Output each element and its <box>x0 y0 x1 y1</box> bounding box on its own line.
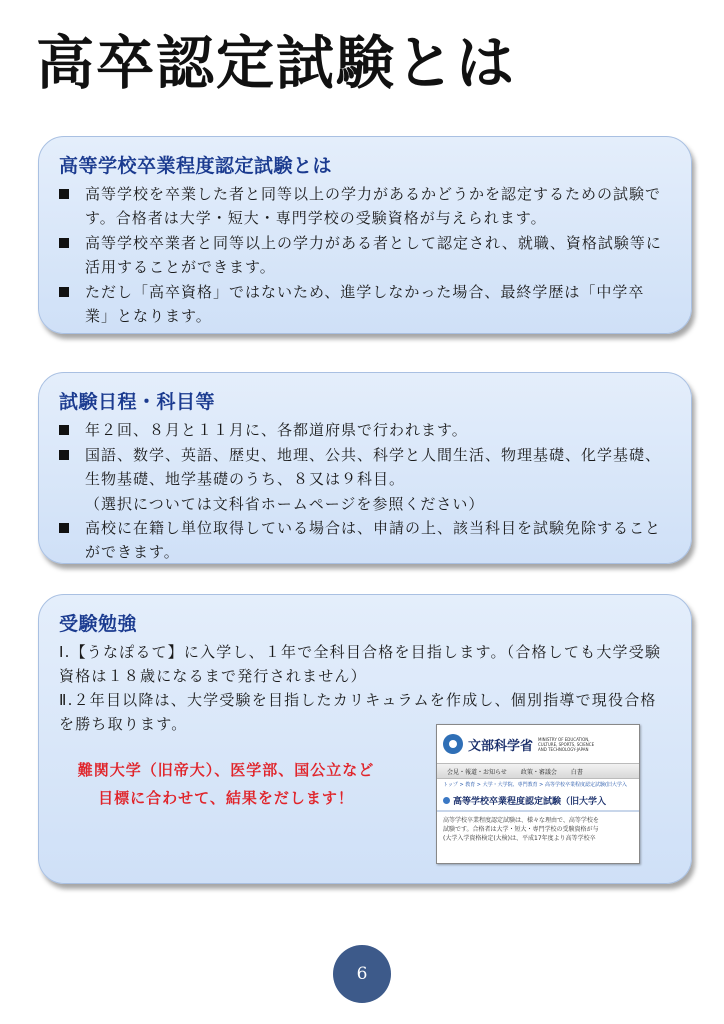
list-item <box>59 280 667 328</box>
square-bullet-icon <box>59 189 69 199</box>
title-bullet-icon <box>443 797 450 804</box>
square-bullet-icon <box>59 287 69 297</box>
section-heading: 試験日程・科目等 <box>59 391 216 413</box>
thumbnail-title-text: 高等学校卒業程度認定試験（旧大学入 <box>453 797 607 807</box>
list-item <box>59 443 667 491</box>
thumbnail-body <box>437 812 639 847</box>
step-two-text: Ⅱ.２年目以降は、大学受験を目指したカリキュラムを作成し、個別指導で現役合格を勝ち取ります。 <box>59 691 657 733</box>
list-item-text: 高等学校卒業者と同等以上の学力がある者として認定され、就職、資格試験等に活用することができます。 <box>85 234 662 276</box>
bullet-list <box>59 418 667 491</box>
list-item-text: 国語、数学、英語、歴史、地理、公共、科学と人間生活、物理基礎、化学基礎、生物基礎、地学基礎のうち、８又は９科目。 <box>85 446 662 488</box>
body-line: 試験です。合格者は大学・短大・専門学校の受験資格が与 <box>443 826 599 833</box>
bullet-list <box>59 182 667 328</box>
note-text: （選択については文科省ホームページを参照ください） <box>85 495 485 513</box>
list-item <box>59 182 667 230</box>
list-item <box>59 231 667 279</box>
section-card-schedule <box>38 372 692 564</box>
section-heading: 高等学校卒業程度認定試験とは <box>59 155 333 177</box>
page-number-badge: 6 <box>333 945 391 1003</box>
step-one-text: Ⅰ.【うなぽるて】に入学し、１年で全科目合格を目指します。（合格しても大学受験資格は１８歳になるまで発行されません） <box>59 643 662 685</box>
list-item-text: 高等学校を卒業した者と同等以上の学力があるかどうかを認定するための試験です。合格者は大学・短大・専門学校の受験資格が与えられます。 <box>85 185 662 227</box>
list-item-text: 年２回、８月と１１月に、各都道府県で行われます。 <box>85 421 468 439</box>
square-bullet-icon <box>59 425 69 435</box>
square-bullet-icon <box>59 450 69 460</box>
square-bullet-icon <box>59 523 69 533</box>
ministry-name-english: MINISTRY OF EDUCATION, CULTURE, SPORTS, SCIENCE AND TECHNOLOGY-JAPAN <box>538 736 595 752</box>
ministry-name: 文部科学省 <box>468 738 534 754</box>
highlight-message <box>56 756 396 812</box>
thumbnail-title <box>437 790 639 812</box>
list-item <box>59 418 667 442</box>
body-line: 高等学校卒業程度認定試験は、様々な理由で、高等学校を <box>443 817 599 824</box>
list-item-text: 高校に在籍し単位取得している場合は、申請の上、該当科目を試験免除することができます。 <box>85 519 662 561</box>
list-item-text: ただし「高卒資格」ではないため、進学しなかった場合、最終学歴は「中学卒業」となります。 <box>85 283 645 325</box>
nav-item: 白書 <box>570 768 583 776</box>
nav-item: 政策・審議会 <box>520 768 557 776</box>
page-title: 高卒認定試験とは <box>36 29 517 97</box>
nav-item: 会見・報道・お知らせ <box>447 768 507 776</box>
list-item <box>59 516 667 564</box>
highlight-line: 難関大学（旧帝大）、医学部、国公立など <box>77 761 375 779</box>
square-bullet-icon <box>59 238 69 248</box>
highlight-line: 目標に合わせて、結果をだします！ <box>98 789 354 807</box>
bullet-list <box>59 516 667 564</box>
breadcrumb: トップ > 教育 > 大学・大学院、専門教育 > 高等学校卒業程度認定試験(旧大学入 <box>443 782 627 788</box>
body-line: (大学入学資格検定(大検)は、平成17年度より高等学校卒 <box>443 835 596 842</box>
thumbnail-nav <box>437 763 639 779</box>
ministry-logo-icon <box>443 734 463 754</box>
section-card-about <box>38 136 692 334</box>
section-heading: 受験勉強 <box>59 613 138 635</box>
ministry-website-screenshot <box>436 724 640 864</box>
thumbnail-header <box>437 725 639 763</box>
